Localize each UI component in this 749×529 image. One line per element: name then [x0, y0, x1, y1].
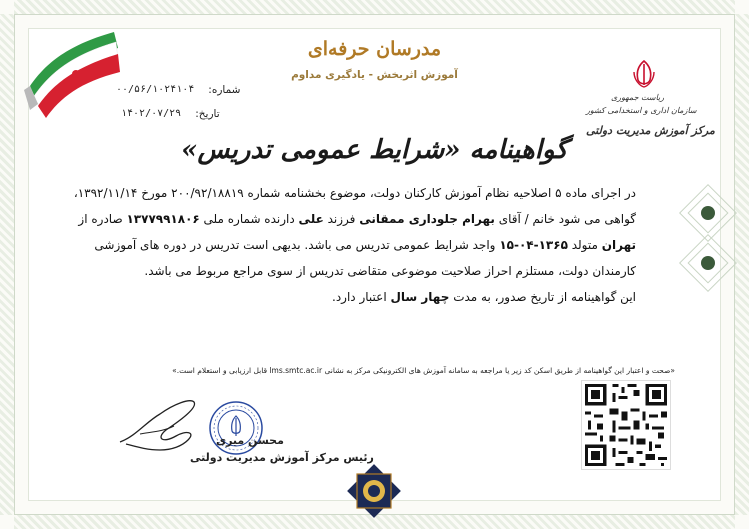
father-name: علی [298, 212, 324, 226]
body-line-5 [112, 284, 636, 310]
issue-city: تهران [601, 238, 636, 252]
date-row [121, 108, 220, 120]
border-pattern-right [735, 14, 749, 515]
certificate-body [73, 180, 636, 310]
center-emblem-icon [345, 462, 403, 520]
body-text-fragment: متولد [571, 238, 598, 252]
body-line-4: کارمندان دولت، مستلزم احراز صلاحیت موضوعی متقاضی تدریس از سوی مراجع مربوط می باشد. [144, 264, 636, 278]
date-value: ۱۴۰۲/۰۷/۲۹ [121, 108, 182, 119]
body-text-fragment: اعتبار دارد. [332, 290, 387, 304]
body-line-1: در اجرای ماده ۵ اصلاحیه نظام آموزش کارکنان دولت، موضوع بخشنامه شماره ۲۰۰/۹۲/۱۸۸۱۹ مورخ ۱۳۹۲/۱۱/۱۴، [73, 186, 636, 200]
national-id: ۱۳۷۷۹۹۱۸۰۶ [126, 212, 200, 226]
body-text-fragment: گواهی می شود خانم / آقای [498, 212, 636, 226]
border-pattern-left [0, 14, 14, 515]
signatory-title: رئیس مرکز آموزش مدیریت دولتی [190, 451, 374, 464]
header-title: مدرسان حرفه‌ای [307, 38, 442, 60]
ornament-right-icon [680, 185, 736, 300]
date-label: تاریخ: [195, 108, 220, 120]
body-text-fragment: واجد شرایط عمومی تدریس می باشد. بدیهی است تدریس در دوره های آموزشی [94, 238, 496, 252]
body-text-fragment: این گواهینامه از تاریخ صدور، به مدت [453, 290, 636, 304]
number-value: ۰۰/۵۶/۱۰۲۴۱۰۴ [116, 84, 195, 95]
header-subtitle: آموزش اثربخش - یادگیری مداوم [291, 69, 458, 81]
certificate-title: گواهینامه «شرایط عمومی تدریس» [181, 135, 568, 165]
holder-name: بهرام جلوداری ممقانی [359, 212, 495, 226]
birth-date: ۱۳۶۵-۰۴-۱۵ [499, 238, 568, 252]
org-line1: ریاست جمهوری [611, 93, 665, 102]
border-pattern-top [14, 0, 735, 14]
verification-note: «صحت و اعتبار این گواهینامه از طریق اسکن کد زیر یا مراجعه به سامانه آموزش های الکترونیکی مرکز به نشانی lms.smtc.ac.ir قابل ارزیابی و استعلام است.» [172, 366, 675, 375]
body-line-3 [94, 232, 636, 258]
verification-qr-code[interactable] [581, 380, 671, 470]
body-text-fragment: فرزند [327, 212, 356, 226]
body-text-fragment: صادره از [78, 212, 123, 226]
validity-duration: چهار سال [390, 290, 450, 304]
iran-emblem-icon [628, 58, 660, 90]
org-line2: سازمان اداری و استخدامی کشور [586, 106, 697, 115]
number-label: شماره: [208, 84, 241, 96]
signature-icon [116, 392, 221, 454]
number-row [116, 84, 240, 96]
body-text-fragment: دارنده شماره ملی [203, 212, 295, 226]
body-line-2 [78, 206, 636, 232]
org-line3: مرکز آموزش مدیریت دولتی [586, 124, 715, 137]
signatory-name: محسن میری [216, 434, 284, 447]
